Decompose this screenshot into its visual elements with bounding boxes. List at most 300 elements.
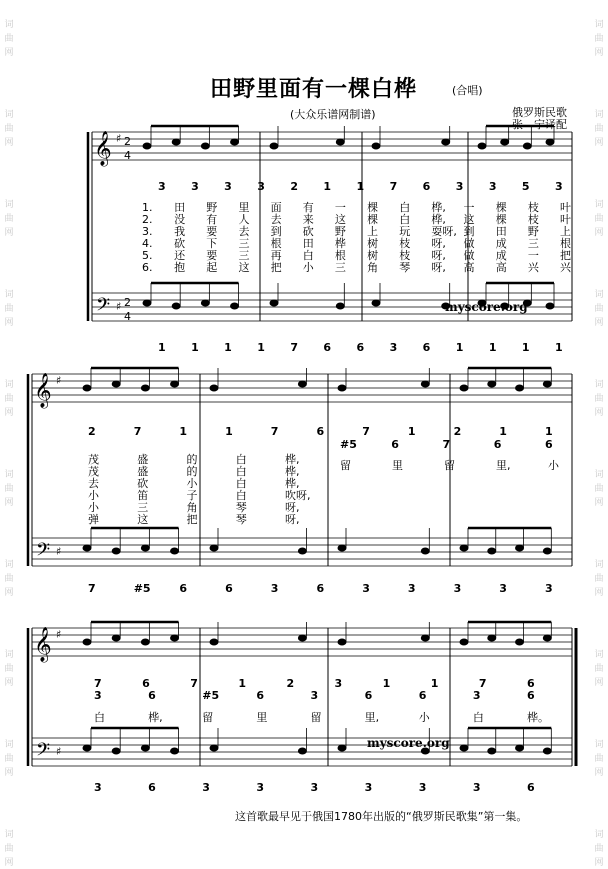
lyric-verse-5: 把: [560, 249, 571, 262]
side-watermark-char: 曲: [594, 124, 604, 134]
jianpu-bass: 1: [191, 341, 199, 354]
jianpu-soprano: 6: [422, 180, 431, 193]
lyric-verse-4: 小: [88, 489, 99, 502]
note-head: [488, 635, 496, 641]
side-watermark-char: 曲: [594, 394, 604, 404]
note-head: [460, 745, 468, 751]
jianpu-soprano: 5: [521, 180, 530, 193]
side-watermark-char: 网: [594, 228, 604, 238]
lyric-verse-1: 一: [334, 201, 346, 214]
lyric-verse-1: 1.: [142, 201, 153, 214]
lyric-verse-6: 琴: [399, 261, 411, 274]
jianpu-soprano: 1: [407, 425, 416, 438]
lyric-verse-1: 面: [270, 201, 282, 214]
lyric-verse-1: 野: [206, 201, 218, 214]
lyric-verse-2: 棵: [495, 213, 507, 226]
note-head: [543, 381, 551, 387]
lyric-verse-6: 琴: [235, 513, 247, 526]
note-head: [488, 548, 496, 554]
lyric-verse-1: 桦,: [431, 201, 446, 214]
lyric-verse-2: 来: [302, 213, 314, 226]
note-head: [543, 548, 551, 554]
side-watermark-char: 曲: [4, 394, 14, 404]
lyric-verse-3: 小: [186, 477, 198, 490]
jianpu-soprano: 2: [453, 425, 462, 438]
lyric-verse-2: 这: [334, 213, 346, 226]
note-head: [83, 639, 91, 645]
jianpu-soprano: 2: [286, 677, 295, 690]
jianpu-bass: 3: [270, 582, 279, 595]
side-watermark-char: 词: [594, 20, 604, 30]
key-signature-sharp: ♯: [116, 132, 122, 145]
jianpu-bass: 3: [256, 781, 265, 794]
lyric-verse-3: 去: [88, 477, 99, 490]
jianpu-alto: #5: [340, 438, 357, 451]
song-title: 田野里面有一棵白桦: [210, 77, 418, 102]
jianpu-bass: 3: [364, 781, 373, 794]
jianpu-bass: 1: [555, 341, 563, 354]
side-watermark-char: 网: [4, 138, 14, 148]
note-head: [172, 139, 180, 145]
jianpu-bass: 1: [521, 341, 530, 354]
side-watermark-char: 词: [594, 830, 604, 840]
watermark-text-2: myscore.org: [367, 736, 450, 750]
lyric-refrain: 里,: [364, 711, 380, 724]
lyric-verse-4: 成: [495, 237, 507, 250]
lyric-refrain: 桦。: [527, 711, 549, 724]
lyric-verse-4: 白: [235, 489, 247, 502]
jianpu-alto: 7: [442, 438, 451, 451]
jianpu-alto: 6: [391, 438, 399, 451]
lyric-verse-1: 棵: [367, 201, 379, 214]
score-maker: (大众乐谱网制谱): [290, 108, 376, 121]
lyric-verse-3: 3.: [142, 225, 153, 238]
jianpu-soprano: 1: [499, 425, 507, 438]
lyric-verse-1: 棵: [495, 201, 507, 214]
side-watermark-char: 曲: [4, 214, 14, 224]
bass-clef: 𝄢: [96, 295, 111, 320]
side-watermark-char: 网: [594, 498, 604, 508]
lyric-verse-4: 根: [560, 237, 571, 250]
note-head: [546, 303, 554, 309]
lyric-verse-1: 叶: [560, 201, 571, 214]
lyric-verse-1: 白: [235, 453, 247, 466]
side-watermark-char: 曲: [594, 664, 604, 674]
note-head: [421, 635, 429, 641]
jianpu-bass: 6: [179, 582, 188, 595]
lyric-verse-5: 呀,: [431, 249, 446, 262]
note-head: [141, 385, 149, 391]
lyric-refrain: 白: [94, 711, 105, 724]
lyric-verse-4: 根: [270, 237, 282, 250]
lyric-verse-1: 盛: [137, 453, 149, 466]
side-watermark-char: 网: [4, 228, 14, 238]
jianpu-soprano: 7: [478, 677, 487, 690]
note-head: [210, 745, 218, 751]
lyric-verse-5: 小: [88, 501, 99, 514]
jianpu-soprano: 7: [389, 180, 398, 193]
side-watermark-char: 词: [594, 200, 604, 210]
jianpu-soprano: 1: [356, 180, 365, 193]
note-head: [298, 635, 306, 641]
lyric-verse-6: 兴: [560, 261, 571, 274]
jianpu-soprano: 3: [191, 180, 199, 193]
side-watermark-char: 词: [594, 740, 604, 750]
jianpu-soprano: 3: [488, 180, 497, 193]
side-watermark-char: 曲: [594, 34, 604, 44]
jianpu-soprano: 7: [94, 677, 102, 690]
note-head: [83, 385, 91, 391]
side-watermark-char: 词: [4, 830, 14, 840]
jianpu-alto: #5: [202, 689, 220, 702]
jianpu-soprano: 3: [257, 180, 265, 193]
lyric-verse-2: 的: [186, 465, 198, 478]
note-head: [442, 139, 450, 145]
bass-clef: 𝄢: [36, 740, 51, 765]
jianpu-bass: 1: [257, 341, 265, 354]
lyric-verse-2: 桦,: [285, 465, 300, 478]
jianpu-bass: 1: [158, 341, 166, 354]
lyric-verse-3: 砍: [302, 225, 314, 238]
lyric-refrain: 桦,: [148, 711, 163, 724]
jianpu-soprano: 1: [323, 180, 332, 193]
lyric-verse-1: 茂: [88, 453, 99, 466]
lyric-verse-2: 没: [174, 213, 186, 226]
key-signature-sharp: ♯: [56, 628, 62, 641]
jianpu-bass: 1: [488, 341, 497, 354]
side-watermark-char: 词: [4, 20, 14, 30]
lyric-verse-1: 桦,: [285, 453, 300, 466]
lyric-verse-2: 白: [399, 213, 411, 226]
lyric-refrain: 里,: [496, 459, 511, 472]
lyric-refrain: 小: [548, 459, 559, 472]
note-head: [372, 300, 380, 306]
lyric-verse-2: 这: [463, 213, 475, 226]
jianpu-bass: 3: [310, 781, 319, 794]
note-head: [171, 635, 179, 641]
lyric-verse-6: 这: [137, 513, 149, 526]
lyric-verse-5: 树: [367, 249, 379, 262]
lyric-verse-1: 有: [302, 201, 314, 214]
side-watermark-char: 曲: [594, 844, 604, 854]
jianpu-soprano: 6: [527, 677, 535, 690]
side-watermark-char: 曲: [594, 304, 604, 314]
lyric-verse-2: 白: [235, 465, 247, 478]
jianpu-alto: 6: [148, 689, 156, 702]
side-watermark-char: 网: [4, 48, 14, 58]
lyric-verse-2: 人: [238, 213, 250, 226]
lyric-verse-4: 三: [527, 237, 539, 250]
note-head: [210, 639, 218, 645]
lyric-verse-4: 三: [238, 237, 250, 250]
jianpu-soprano: 1: [382, 677, 391, 690]
lyric-verse-5: 再: [270, 249, 282, 262]
side-watermark-char: 曲: [4, 484, 14, 494]
key-signature-sharp: ♯: [116, 300, 122, 313]
side-watermark-char: 网: [594, 588, 604, 598]
note-head: [83, 545, 91, 551]
jianpu-alto: 3: [94, 689, 102, 702]
jianpu-bass: 3: [362, 582, 370, 595]
lyric-verse-4: 子: [186, 489, 198, 502]
side-watermark-char: 曲: [4, 34, 14, 44]
side-watermark-char: 网: [594, 138, 604, 148]
jianpu-soprano: 2: [290, 180, 298, 193]
lyric-verse-5: 枝: [399, 249, 411, 262]
lyric-verse-6: 弹: [88, 513, 99, 526]
time-sig-top: 2: [124, 296, 131, 309]
side-watermark-char: 网: [594, 768, 604, 778]
side-watermark-char: 词: [4, 380, 14, 390]
jianpu-bass: 3: [499, 582, 507, 595]
lyric-refrain: 里: [392, 459, 403, 472]
note-head: [421, 381, 429, 387]
note-head: [543, 635, 551, 641]
key-signature-sharp: ♯: [56, 745, 62, 758]
jianpu-bass: 6: [527, 781, 535, 794]
jianpu-alto: 6: [545, 438, 553, 451]
lyric-verse-5: 呀,: [285, 501, 300, 514]
note-head: [171, 748, 179, 754]
lyric-verse-5: 还: [174, 249, 186, 262]
jianpu-alto: 6: [364, 689, 373, 702]
note-head: [210, 385, 218, 391]
lyric-verse-3: 砍: [137, 477, 149, 490]
note-head: [83, 745, 91, 751]
lyric-verse-4: 做: [463, 237, 475, 250]
side-watermark-char: 网: [594, 48, 604, 58]
song-title-note: (合唱): [452, 84, 483, 97]
side-watermark-char: 词: [594, 290, 604, 300]
lyric-verse-2: 2.: [142, 213, 153, 226]
note-head: [201, 143, 209, 149]
lyric-verse-2: 盛: [137, 465, 149, 478]
jianpu-bass: 3: [202, 781, 210, 794]
note-head: [270, 143, 278, 149]
jianpu-alto: 3: [310, 689, 319, 702]
lyric-verse-2: 有: [206, 213, 218, 226]
lyric-verse-4: 桦: [334, 237, 346, 250]
note-head: [460, 639, 468, 645]
lyric-verse-1: 田: [174, 201, 186, 214]
side-watermark-char: 词: [594, 470, 604, 480]
jianpu-bass: 6: [148, 781, 156, 794]
lyric-refrain: 小: [418, 711, 430, 724]
note-head: [516, 639, 524, 645]
jianpu-bass: 6: [323, 341, 332, 354]
jianpu-bass: 6: [225, 582, 233, 595]
lyric-verse-3: 桦,: [285, 477, 300, 490]
lyric-verse-6: 抱: [174, 261, 186, 274]
side-watermark-char: 网: [594, 408, 604, 418]
jianpu-soprano: 1: [430, 677, 439, 690]
lyric-verse-5: 根: [334, 249, 346, 262]
lyric-verse-4: 笛: [137, 489, 149, 502]
lyric-verse-2: 桦,: [431, 213, 446, 226]
side-watermark-char: 词: [594, 110, 604, 120]
jianpu-bass: 3: [389, 341, 398, 354]
time-sig-bottom: 4: [124, 310, 131, 323]
side-watermark-char: 网: [4, 678, 14, 688]
credit-origin: 俄罗斯民歌: [512, 106, 567, 119]
jianpu-soprano: 1: [238, 677, 246, 690]
lyric-refrain: 留: [310, 711, 322, 724]
note-head: [516, 385, 524, 391]
jianpu-bass: 1: [455, 341, 464, 354]
lyric-verse-1: 一: [463, 201, 475, 214]
side-watermark-char: 曲: [594, 754, 604, 764]
jianpu-bass: 3: [545, 582, 553, 595]
side-watermark-char: 词: [4, 290, 14, 300]
side-watermark-char: 曲: [4, 124, 14, 134]
jianpu-soprano: 1: [545, 425, 553, 438]
note-head: [270, 300, 278, 306]
jianpu-bass: 7: [88, 582, 96, 595]
side-watermark-char: 词: [4, 560, 14, 570]
jianpu-soprano: 2: [88, 425, 96, 438]
side-watermark-char: 曲: [4, 754, 14, 764]
footer-note: 这首歌最早见于俄国1780年出版的“俄罗斯民歌集”第一集。: [235, 810, 528, 823]
lyric-verse-2: 茂: [88, 465, 99, 478]
lyric-verse-3: 上: [560, 225, 571, 238]
jianpu-bass: 6: [316, 582, 325, 595]
side-watermark-char: 网: [4, 498, 14, 508]
jianpu-soprano: 6: [142, 677, 150, 690]
lyric-refrain: 留: [444, 459, 455, 472]
lyric-verse-6: 小: [302, 261, 314, 274]
lyric-verse-1: 枝: [527, 201, 539, 214]
side-watermark-char: 网: [4, 318, 14, 328]
lyric-verse-4: 枝: [399, 237, 411, 250]
lyric-refrain: 留: [202, 711, 214, 724]
side-watermark-char: 曲: [594, 574, 604, 584]
side-watermark-char: 网: [594, 858, 604, 868]
lyric-verse-5: 琴: [235, 501, 247, 514]
lyric-verse-3: 上: [367, 225, 379, 238]
lyric-verse-3: 野: [334, 225, 346, 238]
note-head: [201, 300, 209, 306]
lyric-verse-1: 里: [238, 201, 250, 214]
jianpu-soprano: 3: [224, 180, 232, 193]
note-head: [112, 381, 120, 387]
jianpu-soprano: 7: [362, 425, 370, 438]
jianpu-alto: 6: [493, 438, 502, 451]
lyric-verse-5: 角: [186, 501, 198, 514]
treble-clef: 𝄞: [34, 373, 52, 408]
time-sig-bottom: 4: [124, 149, 131, 162]
side-watermark-char: 网: [4, 588, 14, 598]
note-head: [141, 745, 149, 751]
note-head: [231, 139, 239, 145]
note-head: [171, 548, 179, 554]
note-head: [488, 381, 496, 387]
time-sig-top: 2: [124, 135, 131, 148]
lyric-refrain: 里: [256, 711, 268, 724]
lyric-verse-3: 我: [174, 225, 186, 238]
jianpu-bass: 3: [407, 582, 416, 595]
side-watermark-char: 网: [594, 318, 604, 328]
key-signature-sharp: ♯: [56, 374, 62, 387]
note-head: [516, 545, 524, 551]
lyric-verse-3: 耍呀,: [431, 225, 457, 238]
treble-clef: 𝄞: [34, 627, 52, 662]
note-head: [421, 548, 429, 554]
note-head: [141, 545, 149, 551]
side-watermark-char: 曲: [4, 844, 14, 854]
lyric-verse-4: 砍: [174, 237, 186, 250]
lyric-verse-4: 树: [367, 237, 379, 250]
lyric-refrain: 白: [472, 711, 484, 724]
jianpu-alto: 6: [418, 689, 427, 702]
side-watermark-char: 词: [594, 380, 604, 390]
side-watermark-char: 词: [594, 560, 604, 570]
lyric-verse-3: 田: [495, 225, 507, 238]
side-watermark-char: 词: [594, 650, 604, 660]
note-head: [338, 385, 346, 391]
lyric-verse-6: 6.: [142, 261, 153, 274]
lyric-verse-5: 5.: [142, 249, 153, 262]
jianpu-bass: 1: [224, 341, 232, 354]
lyric-verse-6: 角: [367, 261, 379, 274]
side-watermark-char: 曲: [594, 214, 604, 224]
jianpu-bass: 6: [422, 341, 431, 354]
lyric-verse-5: 白: [302, 249, 314, 262]
watermark-text: myscore.org: [445, 300, 528, 314]
jianpu-soprano: 1: [225, 425, 233, 438]
lyric-verse-6: 起: [206, 261, 218, 274]
lyric-verse-6: 高: [463, 261, 475, 274]
side-watermark-char: 曲: [4, 574, 14, 584]
lyric-verse-3: 玩: [399, 225, 411, 238]
lyric-verse-3: 白: [235, 477, 247, 490]
note-head: [372, 143, 380, 149]
treble-clef: 𝄞: [94, 131, 112, 166]
jianpu-bass: #5: [133, 582, 151, 595]
note-head: [141, 639, 149, 645]
lyric-verse-6: 兴: [527, 261, 539, 274]
lyric-verse-6: 把: [186, 513, 198, 526]
lyric-verse-3: 要: [206, 225, 218, 238]
side-watermark-char: 网: [4, 858, 14, 868]
jianpu-soprano: 3: [334, 677, 343, 690]
note-head: [460, 385, 468, 391]
jianpu-alto: 6: [256, 689, 265, 702]
side-watermark-char: 网: [4, 408, 14, 418]
lyric-verse-2: 去: [270, 213, 282, 226]
note-head: [338, 745, 346, 751]
note-head: [143, 300, 151, 306]
lyric-verse-6: 呀,: [285, 513, 300, 526]
jianpu-soprano: 1: [179, 425, 188, 438]
note-head: [523, 143, 531, 149]
lyric-verse-6: 高: [495, 261, 507, 274]
jianpu-soprano: 3: [555, 180, 563, 193]
side-watermark-char: 词: [4, 200, 14, 210]
jianpu-soprano: 7: [133, 425, 142, 438]
note-head: [112, 548, 120, 554]
side-watermark-char: 曲: [594, 484, 604, 494]
note-head: [546, 139, 554, 145]
bass-clef: 𝄢: [36, 540, 51, 565]
side-watermark-char: 词: [4, 110, 14, 120]
lyric-verse-3: 到: [463, 225, 475, 238]
jianpu-soprano: 7: [270, 425, 279, 438]
lyric-verse-6: 三: [334, 261, 346, 274]
jianpu-soprano: 7: [190, 677, 198, 690]
jianpu-bass: 3: [418, 781, 427, 794]
jianpu-soprano: 6: [316, 425, 325, 438]
lyric-verse-1: 的: [186, 453, 198, 466]
